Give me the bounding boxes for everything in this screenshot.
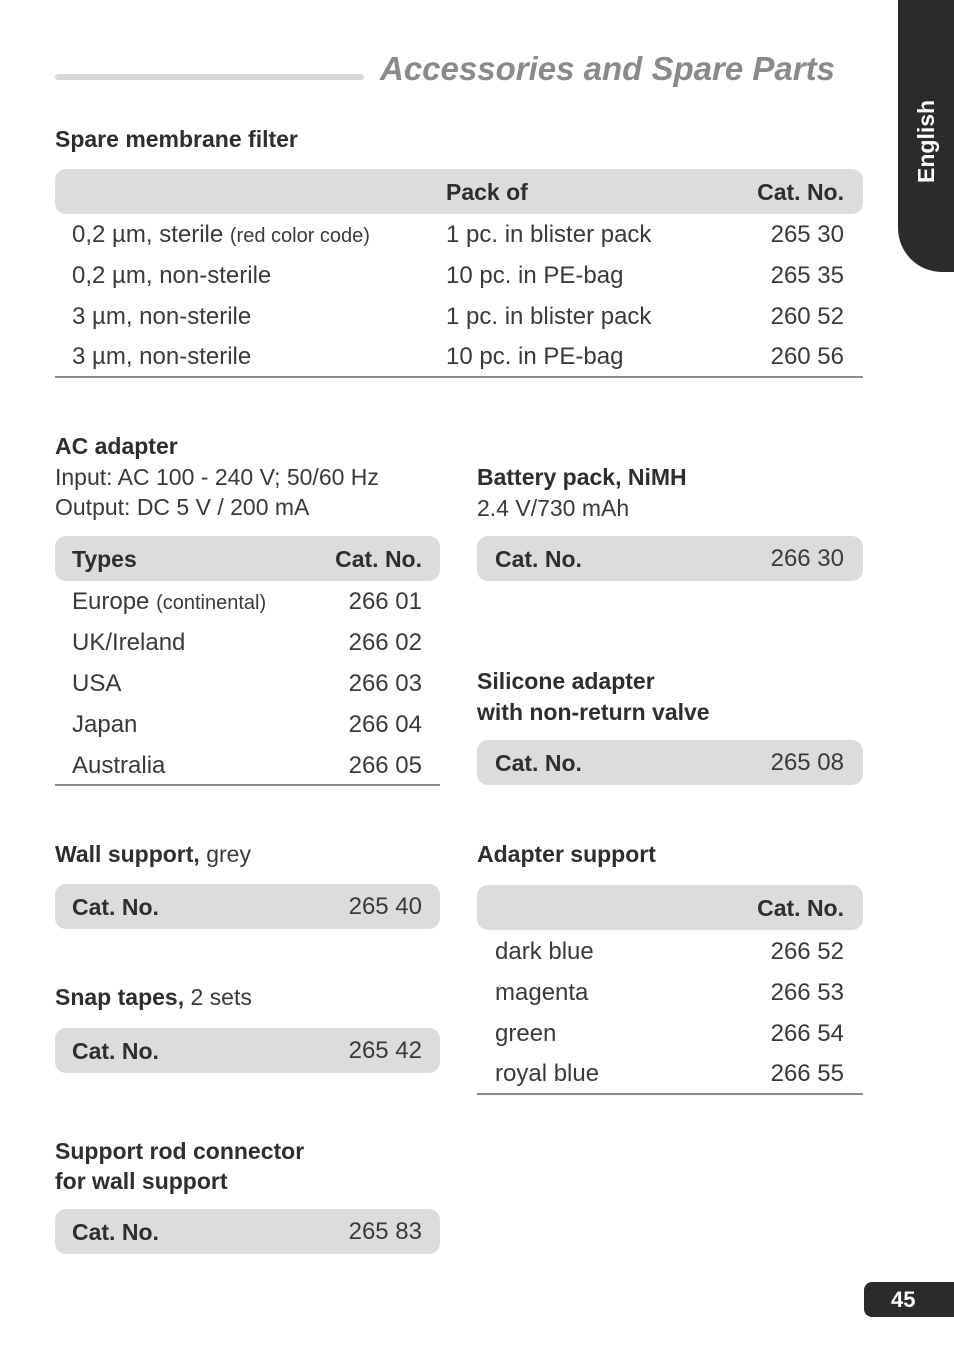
snap-tapes-heading [55, 982, 252, 1012]
filter-desc: 3 µm, non-sterile [72, 343, 252, 370]
filter-cat: 265 35 [770, 262, 844, 289]
ac-adapter-heading: AC adapter [55, 433, 178, 459]
col-cat-no: Cat. No. [757, 895, 844, 921]
cat-no-label: Cat. No. [72, 1219, 159, 1245]
membrane-filter-bottom-rule [55, 376, 863, 378]
col-types: Types [72, 546, 137, 572]
battery-pack-spec: 2.4 V/730 mAh [477, 495, 630, 521]
filter-note: (red color code) [229, 225, 370, 247]
snap-tapes-note: 2 sets [184, 984, 252, 1010]
col-pack-of: Pack of [446, 179, 528, 205]
filter-cat: 265 30 [770, 221, 844, 248]
filter-desc: 0,2 µm, sterile [72, 221, 230, 248]
table-row [55, 622, 440, 663]
table-row [55, 336, 863, 377]
support-cat: 266 53 [770, 979, 844, 1006]
adapter-type: Australia [72, 752, 166, 779]
adapter-type-note: (continental) [156, 592, 267, 614]
filter-pack: 10 pc. in PE-bag [446, 343, 624, 370]
membrane-filter-table-header [55, 169, 863, 214]
adapter-type: Japan [72, 711, 138, 738]
filter-desc: 3 µm, non-sterile [72, 303, 252, 330]
adapter-type: USA [72, 670, 122, 697]
cat-no-value: 265 83 [348, 1218, 422, 1245]
cat-no-label: Cat. No. [495, 750, 582, 776]
table-row [55, 745, 440, 786]
silicone-adapter-cat-bar [477, 740, 863, 785]
page-title: Accessories and Spare Parts [380, 50, 835, 87]
silicone-adapter-heading-2: with non-return valve [477, 699, 710, 725]
adapter-cat: 266 02 [348, 629, 422, 656]
ac-adapter-output: Output: DC 5 V / 200 mA [55, 494, 310, 520]
snap-tapes-title: Snap tapes, [55, 984, 185, 1010]
support-rod-heading: Support rod connector [55, 1138, 305, 1164]
cat-no-value: 265 40 [348, 893, 422, 920]
table-row [55, 214, 863, 255]
support-color: dark blue [495, 938, 594, 965]
wall-support-note: grey [199, 841, 251, 867]
table-row [477, 1013, 863, 1054]
table-row [477, 972, 863, 1013]
adapter-cat: 266 04 [348, 711, 422, 738]
table-row [55, 663, 440, 704]
cat-no-label: Cat. No. [72, 894, 159, 920]
support-cat: 266 54 [770, 1020, 844, 1047]
cat-no-value: 265 08 [770, 749, 844, 776]
adapter-support-table-header [477, 885, 863, 930]
table-row [477, 931, 863, 972]
support-rod-cat-bar [55, 1209, 440, 1254]
table-row [477, 1053, 863, 1094]
support-cat: 266 52 [770, 938, 844, 965]
col-cat-no: Cat. No. [335, 546, 422, 572]
col-cat-no: Cat. No. [757, 179, 844, 205]
wall-support-heading [55, 839, 251, 869]
adapter-cat: 266 03 [348, 670, 422, 697]
title-rule [55, 74, 364, 80]
cat-no-label: Cat. No. [72, 1038, 159, 1064]
battery-pack-heading: Battery pack, NiMH [477, 464, 687, 490]
filter-cat: 260 52 [770, 303, 844, 330]
adapter-type: UK/Ireland [72, 629, 186, 656]
cat-no-value: 265 42 [348, 1037, 422, 1064]
ac-adapter-bottom-rule [55, 784, 440, 786]
adapter-cat: 266 01 [348, 588, 422, 615]
battery-pack-cat-bar [477, 536, 863, 581]
filter-pack: 1 pc. in blister pack [446, 303, 652, 330]
page-number: 45 [864, 1282, 954, 1317]
silicone-adapter-heading: Silicone adapter [477, 668, 655, 694]
language-tab-label: English [913, 99, 939, 183]
filter-desc: 0,2 µm, non-sterile [72, 262, 272, 289]
filter-pack: 10 pc. in PE-bag [446, 262, 624, 289]
wall-support-title: Wall support, [55, 841, 200, 867]
cat-no-value: 266 30 [770, 545, 844, 572]
wall-support-cat-bar [55, 884, 440, 929]
table-row [55, 581, 440, 622]
adapter-support-heading: Adapter support [477, 841, 656, 867]
support-rod-heading-2: for wall support [55, 1168, 228, 1194]
table-row [55, 255, 863, 296]
support-cat: 266 55 [770, 1060, 844, 1087]
ac-adapter-table-header [55, 536, 440, 581]
table-row [55, 296, 863, 337]
support-color: green [495, 1020, 557, 1047]
cat-no-label: Cat. No. [495, 546, 582, 572]
snap-tapes-cat-bar [55, 1028, 440, 1073]
table-row [55, 704, 440, 745]
adapter-type: Europe [72, 588, 157, 615]
membrane-filter-heading: Spare membrane filter [55, 126, 298, 152]
filter-pack: 1 pc. in blister pack [446, 221, 652, 248]
filter-cat: 260 56 [770, 343, 844, 370]
adapter-support-bottom-rule [477, 1093, 863, 1095]
support-color: magenta [495, 979, 589, 1006]
adapter-cat: 266 05 [348, 752, 422, 779]
support-color: royal blue [495, 1060, 600, 1087]
ac-adapter-input: Input: AC 100 - 240 V; 50/60 Hz [55, 464, 379, 490]
